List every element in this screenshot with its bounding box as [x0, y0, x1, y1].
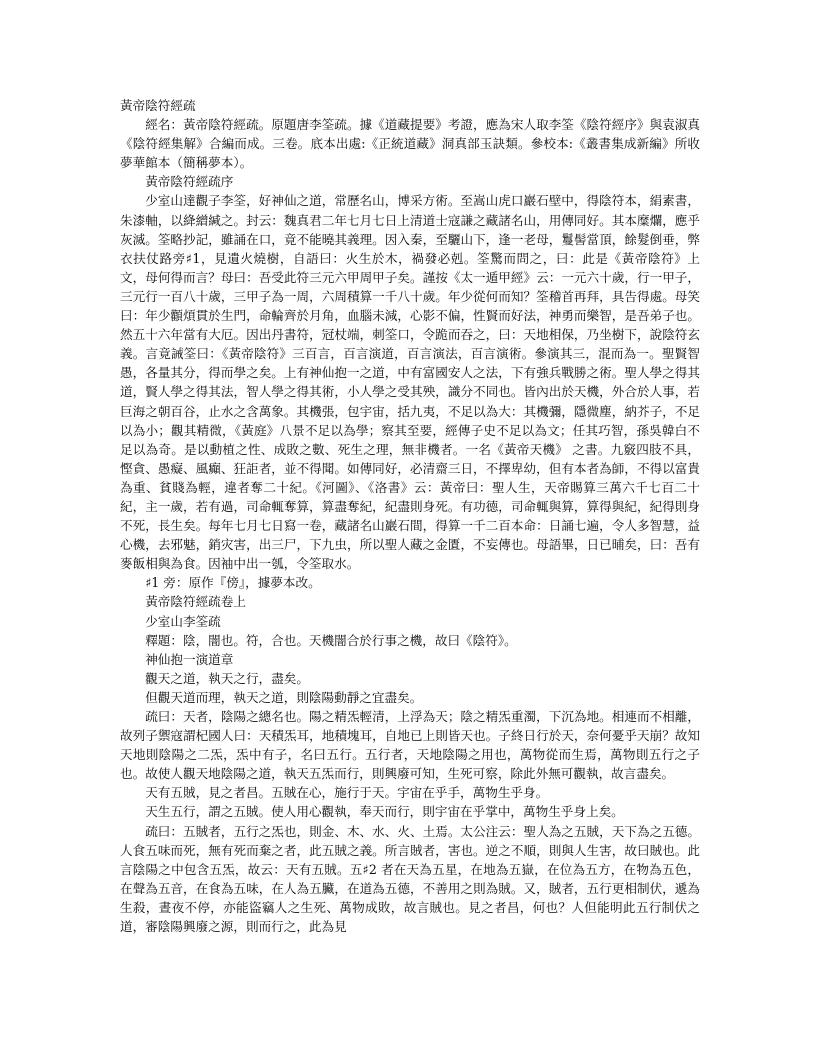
scripture-passage-1: 觀天之道，執天之行，盡矣。: [145, 670, 309, 686]
colophon-paragraph: 經名：黃帝陰符經疏。原題唐李筌疏。據《道藏提要》考證，應為宋人取李筌《陰符經序》與袁淑真《陰符經集解》合編而成。三卷。底本出處:《正統道藏》洞真部玉訣類。參校本:《叢書集成新編》所收夢華館本（簡稱夢本）。: [120, 117, 700, 171]
subcommentary-passage-2: 疏曰：五賊者，五行之炁也，則金、木、水、火、土焉。太公注云：聖人為之五賊，天下為之五德。人食五味而死，無有死而棄之者，此五賊之義。所言賊者，害也。逆之不順，則與人生害，故曰賊也。此言陰陽之中包含五炁，故云：天有五賊。五♯2 者在天為五星，在地為五嶽，在位為五方，在物為五色，在聲為五音，在食為五味，在人為五臟，在道為五德，不善用之則為賊。又，賊者，五行更相制伏，遞為生殺，晝夜不停，亦能盜竊人之生死、萬物成敗，故言賊也。見之者昌，何也？人但能明此五行制伏之道，審陰陽興廢之源，則而行之，此為見: [120, 823, 700, 935]
footnote-entry: ♯1 旁：原作『傍』，據夢本改。: [145, 575, 321, 591]
preface-heading: 黃帝陰符經疏序: [145, 174, 234, 190]
chapter-heading-shenxian-baoyi: 神仙抱一演道章: [145, 651, 234, 667]
document-title: 黃帝陰符經疏: [120, 98, 196, 113]
preface-body-paragraph: 少室山達觀子李筌，好神仙之道，常歷名山，博采方術。至嵩山虎口巖石壁中，得陰符本，絹素書，朱漆軸，以絳繒緘之。封云：魏真君二年七月七日上清道士寇謙之藏諸名山，用傳同好。其本糜爛，應乎灰滅。筌略抄記，雖誦在口，竟不能曉其義理。因入秦，至驪山下，逢一老母，鬘髻當頂，餘髮倒垂，弊衣扶仗路旁♯1，見遺火燒樹，自語曰：火生於木，禍發必剋。筌驚而問之，曰：此是《黃帝陰符》上文，母何得而言？母曰：吾受此符三元六甲周甲子矣。謹按《太一遁甲經》云：一元六十歲，行一甲子，三元行一百八十歲，三甲子為一周，六周積算一千八十歲。年少從何而知？筌稽首再拜，具告得處。母笑曰：年少顴煩貫於生門，命輪齊於月角，血腦未減，心影不偏，性賢而好法，神勇而樂智，是吾弟子也。然五十六年當有大厄。因出丹書符，冠杖端，刺筌口，令跪而吞之，曰：天地相保，乃坐樹下，說陰符玄義。言竟誡筌曰：《黃帝陰符》三百言，百言演道，百言演法，百言演術。參演其三，混而為一。聖賢智愚，各量其分，得而學之矣。上有神仙抱一之道，中有富國安人之法，下有強兵戰勝之術。聖人學之得其道，賢人學之得其法，智人學之得其術，小人學之受其殃，識分不同也。皆內出於天機，外合於人事，若巨海之朝百谷，止水之含萬象。其機張，包宇宙，括九夷，不足以為大：其機彌，隱微塵，納芥子，不足以為小；觀其精微，《黃庭》八景不足以為學；察其至要，經傳子史不足以為文；任其巧智，孫吳韓白不足以為奇。是以動植之性、成敗之數、死生之理，無非機者。一名《黃帝天機》 之書。九竅四肢不具，慳貪、愚癡、風癲、狂詎者，並不得聞。如傳同好，必清齋三日，不擇卑幼，但有本者為師，不得以富貴為重、貧賤為輕，違者奪二十紀。《河圖》、《洛書》云：黃帝曰：聖人生，天帝賜算三萬六千七百二十紀，主一歲，若有過，司命輒奪算，算盡奪紀，紀盡則身死。有功德，司命輒與算，算得與紀，紀得則身不死，長生矣。每年七月七日寫一卷，藏諸名山巖石間，得算一千二百本命：日誦七遍，令人多智慧，益心機，去邪魅，銷灾害，出三尸，下九虫，所以聖人藏之金匱，不妄傳也。母語畢，日已晡矣，曰：吾有麥飯相與為食。因袖中出一瓠，令筌取水。: [120, 193, 700, 572]
volume-heading: 黃帝陰符經疏卷上: [145, 594, 246, 610]
commentary-passage-2: 天生五行，謂之五賊。使人用心觀執，奉天而行，則宇宙在乎掌中，萬物生乎身上矣。: [145, 804, 624, 820]
author-attribution: 少室山李筌疏: [145, 613, 221, 629]
scripture-passage-2: 天有五賊，見之者昌。五賊在心，施行于天。宇宙在乎手，萬物生乎身。: [145, 785, 549, 801]
subcommentary-passage-1: 疏曰：天者，陰陽之總名也。陽之精炁輕清，上浮為天；陰之精炁重濁，下沉為地。相連而不相離，故列子禦寇謂杞國人曰：天積炁耳，地積塊耳，自地已上則皆天也。子終日行於天，奈何憂乎天崩？故知天地則陰陽之二炁，炁中有子，名曰五行。五行者，天地陰陽之用也，萬物從而生焉，萬物則五行之子也。故使人觀天地陰陽之道，執天五炁而行，則興廢可知，生死可察，除此外無可觀執，故言盡矣。: [120, 709, 700, 782]
document-body: [120, 96, 700, 936]
title-gloss-paragraph: 釋題：陰，闇也。符，合也。天機闇合於行事之機，故曰《陰符》。: [145, 632, 517, 648]
commentary-passage-1: 但觀天道而理，執天之道，則陰陽動靜之宜盡矣。: [145, 689, 423, 705]
